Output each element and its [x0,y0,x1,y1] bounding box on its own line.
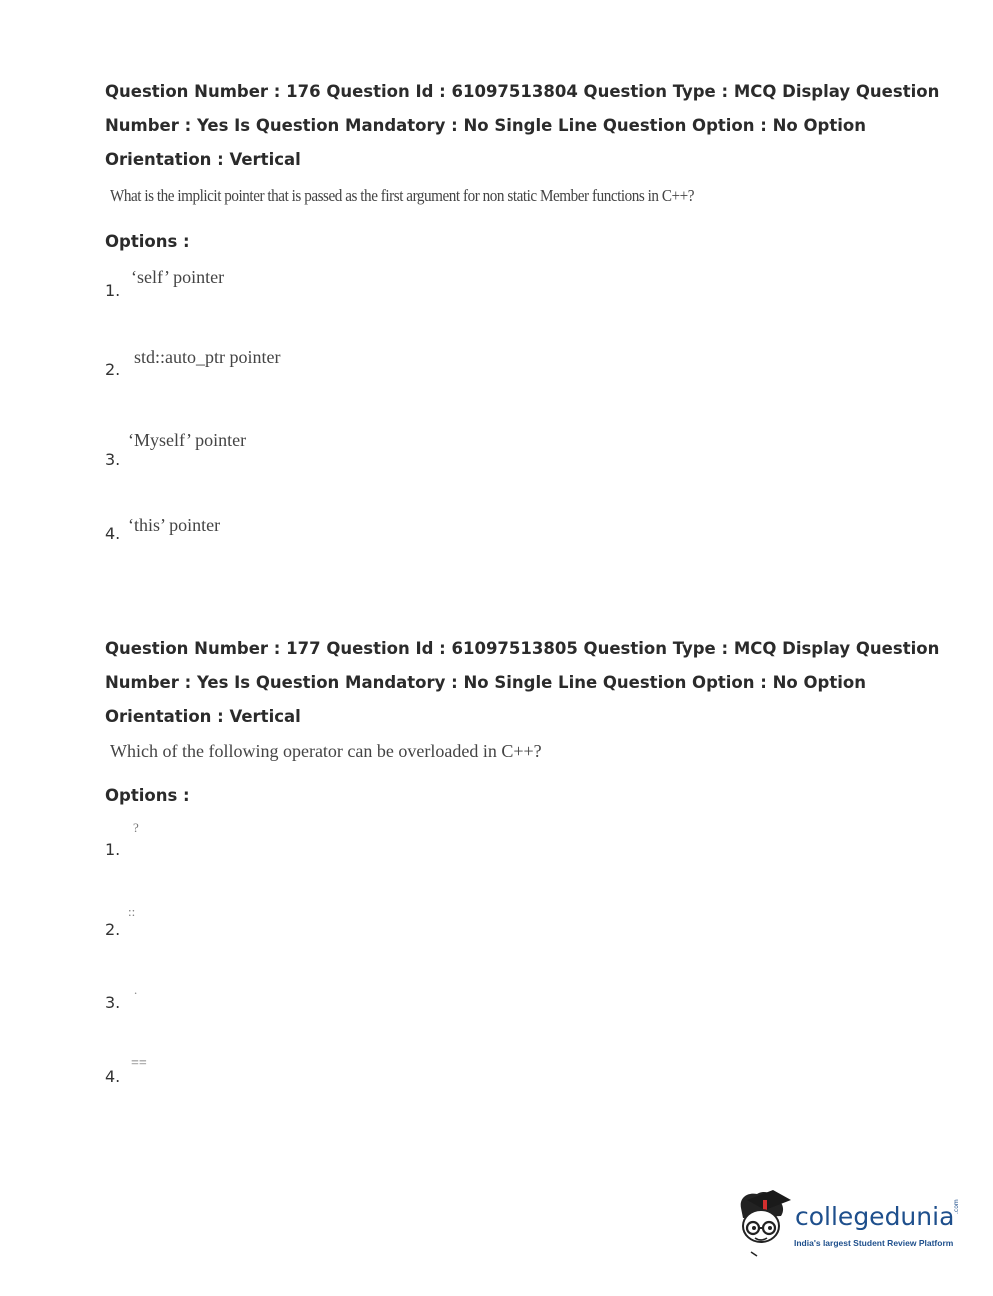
option-number: 4. [105,1067,121,1086]
option-number: 1. [105,281,121,300]
option-number: 2. [105,920,121,939]
logo-tagline: India's largest Student Review Platform [794,1238,954,1248]
option-text: ? [133,820,139,835]
question-text: Which of the following operator can be overloaded in C++? [110,741,542,761]
question-meta-line: Orientation : Vertical [105,707,301,726]
logo-suffix: .com [953,1199,960,1214]
question-meta-line: Question Number : 176 Question Id : 61097513804 Question Type : MCQ Display Question [105,82,940,101]
option-number: 4. [105,524,121,543]
option-text: ‘this’ pointer [128,515,221,535]
collegedunia-logo [733,1186,963,1258]
option-text: ‘self’ pointer [131,267,225,287]
question-meta-line: Question Number : 177 Question Id : 61097513805 Question Type : MCQ Display Question [105,639,940,658]
option-text: ‘Myself’ pointer [128,430,247,450]
option-text: :: [128,904,136,919]
question-meta-line: Number : Yes Is Question Mandatory : No Single Line Question Option : No Option [105,116,866,135]
logo-wordmark: collegedunia [795,1202,955,1231]
option-number: 3. [105,450,121,469]
option-number: 1. [105,840,121,859]
option-text: . [134,982,138,997]
option-number: 3. [105,993,121,1012]
question-meta-line: Orientation : Vertical [105,150,301,169]
question-meta-line: Number : Yes Is Question Mandatory : No Single Line Question Option : No Option [105,673,866,692]
student-mascot-icon [733,1186,795,1258]
question-text: What is the implicit pointer that is passed as the first argument for non static Member functions in C++? [110,186,695,205]
option-number: 2. [105,360,121,379]
option-text: == [131,1056,147,1071]
options-heading: Options : [105,232,190,251]
option-text: std::auto_ptr pointer [134,347,281,367]
options-heading: Options : [105,786,190,805]
